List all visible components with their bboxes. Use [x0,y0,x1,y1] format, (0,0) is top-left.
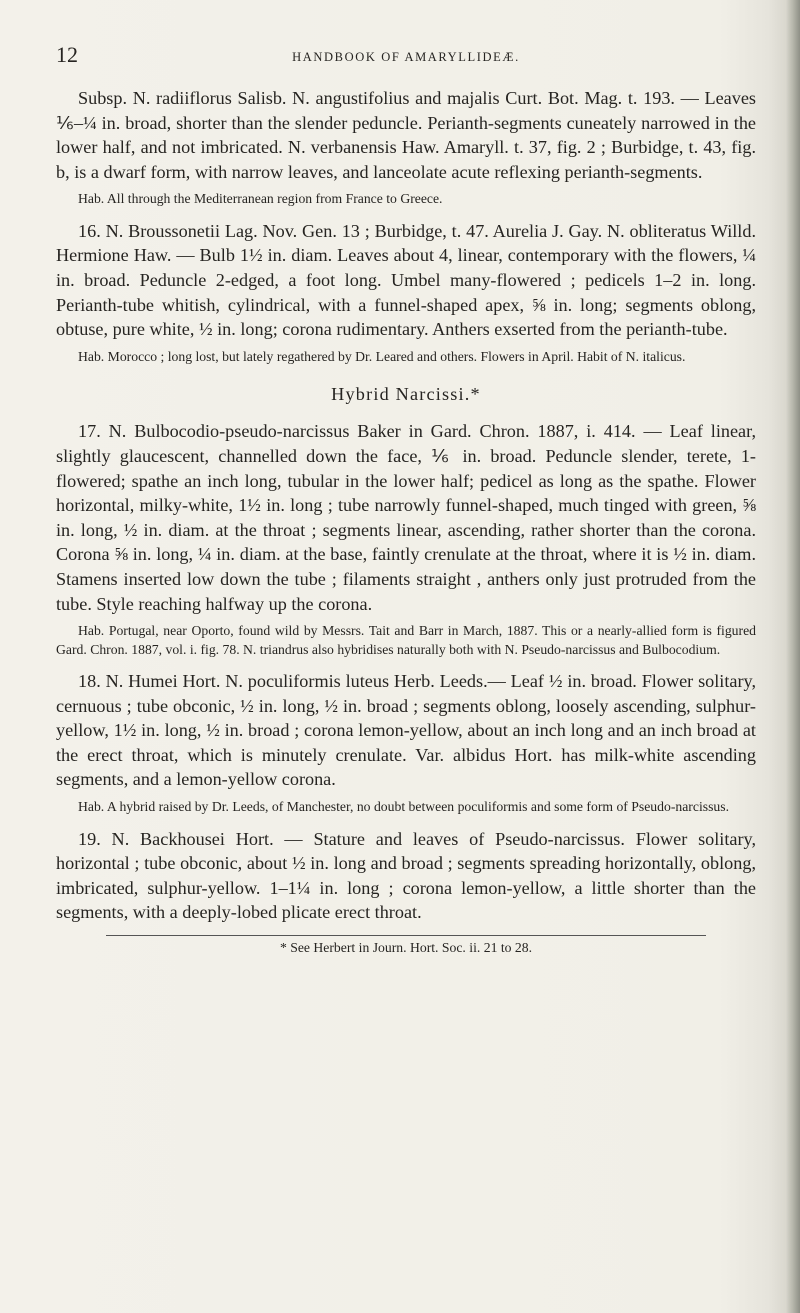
entry-text: 16. N. Broussonetii Lag. Nov. Gen. 13 ; Burbidge, t. 47. Aurelia J. Gay. N. obliteratus Willd. Hermione Haw. — Bulb 1½ in. diam. Leaves about 4, linear, contemporary with the flowers, ¼ in. broad. Peduncle 2-edged, a foot long. Umbel many-flowered ; pedicels 1–2 in. long. Perianth-tube whitish, cylindrical, with a funnel-shaped apex, ⅝ in. long; segments oblong, obtuse, pure white, ½ in. long; corona rudimentary. Anthers exserted from the perianth-tube. [56,220,756,340]
entry-17-bulbocodio-pseudo-narcissus [56,419,756,659]
page-edge-shadow [786,0,800,1313]
entry-18-humei [56,669,756,816]
footnote: * See Herbert in Journ. Hort. Soc. ii. 21 to 28. [279,939,533,955]
habitat-note: Hab. All through the Mediterranean region from France to Greece. [78,191,443,207]
habitat-note: Hab. A hybrid raised by Dr. Leeds, of Manchester, no doubt between poculiformis and some form of Pseudo-narcissus. [78,799,729,815]
entry-text: 17. N. Bulbocodio-pseudo-narcissus Baker in Gard. Chron. 1887, i. 414. — Leaf linear, slightly glaucescent, channelled down the face, ⅙ in. broad. Peduncle slender, terete, 1-flowered; spathe an inch long, tubular in the lower half; pedicel as long as the spathe. Flower horizontal, milky-white, 1½ in. long ; tube narrowly funnel-shaped, much tinged with green, ⅝ in. long, ½ in. diam. at the throat ; segments linear, ascending, rather shorter than the corona. Corona ⅝ in. long, ¼ in. diam. at the base, faintly crenulate at the throat, where it is ½ in. diam. Stamens inserted low down the tube ; filaments straight , anthers only just protruded from the tube. Style reaching halfway up the corona. [56,421,756,614]
entry-subsp-radiiflorus [56,86,756,209]
section-heading: Hybrid Narcissi.* [331,384,481,405]
habitat-note: Hab. Portugal, near Oporto, found wild by Messrs. Tait and Barr in March, 1887. This or a nearly-allied form is figured Gard. Chron. 1887, vol. i. fig. 78. N. triandrus also hybridises naturally both with N. Pseudo-narcissus and Bulbocodium. [56,623,756,657]
page-header [56,42,756,72]
entry-16-broussonetii [56,219,756,366]
page-number: 12 [56,42,78,67]
habitat-note: Hab. Morocco ; long lost, but lately regathered by Dr. Leared and others. Flowers in April. Habit of N. italicus. [78,348,686,364]
entry-text: Subsp. N. radiiflorus Salisb. N. angustifolius and majalis Curt. Bot. Mag. t. 193. — Leaves ⅙–¼ in. broad, shorter than the slender peduncle. Perianth-segments cuneately narrowed in the lower half, and not imbricated. N. verbanensis Haw. Amaryll. t. 37, fig. 2 ; Burbidge, t. 43, fig. b, is a dwarf form, with narrow leaves, and lanceolate acute reflexing perianth-segments. [56,88,756,182]
footnote-rule [106,935,706,936]
page-content [56,86,756,956]
entry-19-backhousei [56,827,756,925]
entry-text: 18. N. Humei Hort. N. poculiformis luteus Herb. Leeds.— Leaf ½ in. broad. Flower solitary, cernuous ; tube obconic, ½ in. long, ½ in. broad ; segments oblong, loosely ascending, sulphur-yellow, 1½ in. long, ½ in. broad ; corona lemon-yellow, about an inch long and an inch broad at the erect throat, which is minutely crenulate. Var. albidus Hort. has milk-white ascending segments, and a lemon-yellow corona. [56,671,756,790]
entry-text: 19. N. Backhousei Hort. — Stature and leaves of Pseudo-narcissus. Flower solitary, horizontal ; tube obconic, about ½ in. long and broad ; segments spreading horizontally, oblong, imbricated, sulphur-yellow. 1–1¼ in. long ; corona lemon-yellow, a little shorter than the segments, with a deeply-lobed plicate erect throat. [56,828,756,923]
running-head: HANDBOOK OF AMARYLLIDEÆ. [292,50,520,64]
